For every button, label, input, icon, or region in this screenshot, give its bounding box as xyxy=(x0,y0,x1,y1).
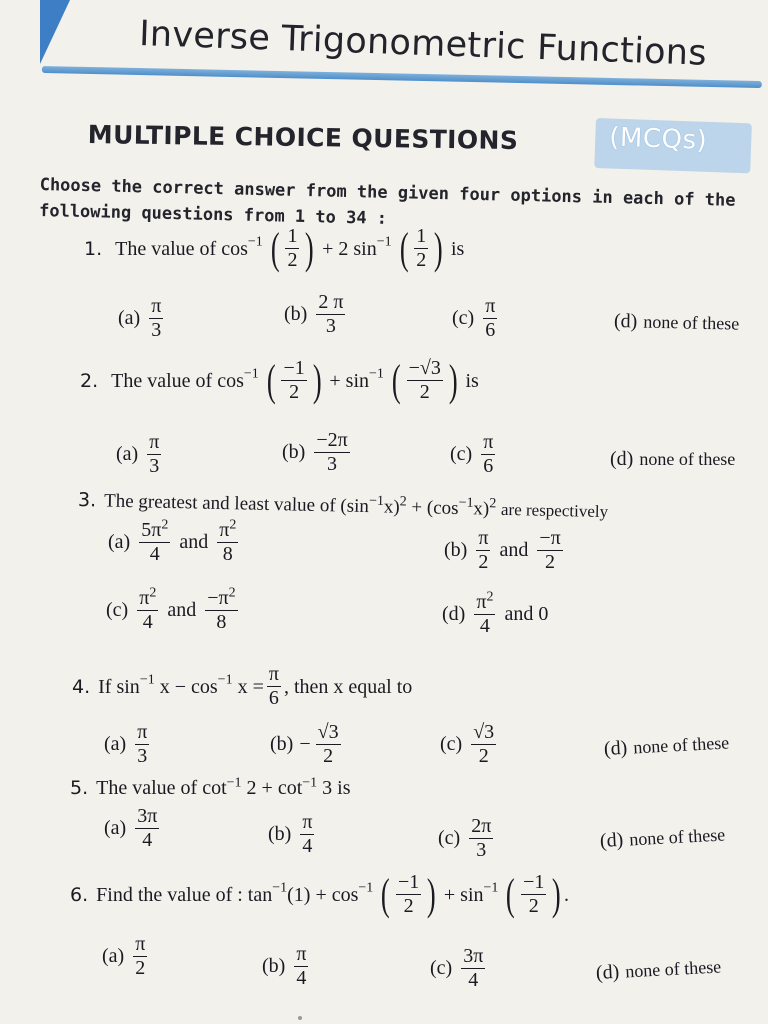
question-stem: (1) + cos xyxy=(287,883,359,906)
option-label: (a) xyxy=(102,945,125,967)
left-paren: ( xyxy=(270,223,280,273)
option-a[interactable] xyxy=(104,806,162,851)
fraction xyxy=(133,934,147,979)
fraction-numerator xyxy=(205,585,237,611)
fraction-numerator: −1 xyxy=(397,871,420,893)
fraction-numerator: 3π xyxy=(137,805,158,827)
superscript: −1 xyxy=(458,495,474,511)
option-text: none of these xyxy=(628,824,726,850)
mcq-heading: MULTIPLE CHOICE QUESTIONS xyxy=(87,120,519,156)
superscript: 2 xyxy=(489,496,497,512)
question-stem: , then x equal to xyxy=(283,675,413,698)
left-paren: ( xyxy=(506,869,516,919)
superscript: −1 xyxy=(358,880,374,896)
superscript: 2 xyxy=(486,589,494,605)
instruction-text: Choose the correct answer from the given four options in each of the following questions from 1 to 34 : xyxy=(38,174,736,229)
fraction xyxy=(461,946,485,991)
fraction-denominator: 2 xyxy=(323,745,334,767)
option-label: (a) xyxy=(108,531,131,553)
fraction-denominator: 6 xyxy=(485,319,496,341)
fraction-numerator: π xyxy=(485,295,496,317)
fraction-numerator: −1 xyxy=(523,871,545,893)
fraction-denominator: 4 xyxy=(468,969,479,991)
fraction xyxy=(537,528,562,573)
question-stem: x) xyxy=(473,498,490,520)
superscript: −1 xyxy=(483,880,499,896)
fraction-numerator: π xyxy=(135,933,146,955)
fraction xyxy=(407,358,443,403)
option-label: (b) xyxy=(282,441,306,463)
question-number: 4. xyxy=(72,675,91,698)
fraction xyxy=(314,430,349,475)
question-stem: is xyxy=(450,237,465,260)
fraction xyxy=(135,806,159,851)
fraction-denominator: 2 xyxy=(416,249,427,271)
superscript: 2 xyxy=(161,517,169,533)
option-label: (c) xyxy=(106,599,129,621)
fraction-denominator: 6 xyxy=(483,455,494,477)
question-stem: are respectively xyxy=(500,499,609,522)
option-c[interactable] xyxy=(452,296,500,341)
superscript: −1 xyxy=(247,234,263,250)
fraction-denominator: 3 xyxy=(137,745,148,767)
option-label: (d) xyxy=(610,448,634,470)
right-paren: ) xyxy=(312,355,322,405)
fraction-denominator: 3 xyxy=(476,839,487,861)
superscript: −1 xyxy=(368,493,385,510)
question-stem: Find the value of : tan xyxy=(96,883,273,906)
fraction-numerator: 3π xyxy=(463,945,484,967)
fraction-denominator: 2 xyxy=(287,249,298,271)
fraction-denominator: 2 xyxy=(528,895,539,917)
fraction-numerator xyxy=(139,517,170,543)
numerator-text: π xyxy=(476,591,487,613)
option-text: none of these xyxy=(643,311,740,334)
option-text: none of these xyxy=(624,956,722,982)
left-paren: ( xyxy=(391,355,401,405)
fraction-numerator: −1 xyxy=(283,357,305,379)
option-a[interactable] xyxy=(116,432,164,477)
option-a[interactable] xyxy=(108,517,241,565)
question-stem: 2 + cot xyxy=(246,777,303,799)
superscript: 2 xyxy=(399,494,407,510)
question-number: 5. xyxy=(70,777,89,799)
superscript: −1 xyxy=(226,775,242,791)
option-a[interactable] xyxy=(104,722,152,767)
right-paren: ) xyxy=(448,355,458,405)
option-label: (a) xyxy=(116,443,139,465)
question-stem: The value of cos xyxy=(111,369,244,392)
question-stem: The value of cos xyxy=(115,237,248,260)
question-stem: . xyxy=(564,883,570,906)
fraction xyxy=(521,872,546,917)
option-label: (c) xyxy=(452,307,475,329)
fraction-denominator: 4 xyxy=(149,543,160,565)
option-label: (d) xyxy=(599,828,624,852)
question-4 xyxy=(72,664,412,709)
option-label: (a) xyxy=(104,817,127,839)
fraction-denominator: 3 xyxy=(151,319,162,341)
question-stem: + sin xyxy=(329,369,369,392)
option-b[interactable] xyxy=(270,722,344,767)
right-paren: ) xyxy=(434,223,444,273)
left-paren: ( xyxy=(381,869,391,919)
fraction-denominator: 2 xyxy=(135,957,146,979)
option-text: none of these xyxy=(632,732,730,758)
question-stem: The greatest and least value of (sin xyxy=(103,490,370,518)
fraction-denominator: 4 xyxy=(142,829,153,851)
fraction-numerator: 2π xyxy=(471,815,492,837)
fraction-numerator: π xyxy=(137,721,148,743)
fraction xyxy=(285,226,299,271)
fraction xyxy=(147,432,161,477)
minus-sign: − xyxy=(299,733,311,755)
and-text: and xyxy=(167,599,197,621)
question-stem: x − cos xyxy=(159,675,218,698)
option-c[interactable] xyxy=(438,816,496,861)
fraction-denominator: 6 xyxy=(268,687,279,709)
option-label: (a) xyxy=(118,307,141,329)
fraction-denominator: 3 xyxy=(149,455,160,477)
option-label: (b) xyxy=(284,303,308,325)
question-number: 2. xyxy=(80,369,99,392)
option-label: (b) xyxy=(262,955,286,977)
fraction-numerator: π xyxy=(478,527,489,549)
fraction-numerator: 2 π xyxy=(318,291,344,313)
question-stem: x = xyxy=(237,675,264,698)
fraction xyxy=(481,432,495,477)
fraction xyxy=(217,517,238,565)
page-speck xyxy=(298,1016,302,1020)
option-label: (c) xyxy=(450,443,473,465)
question-1 xyxy=(84,223,465,273)
option-label: (d) xyxy=(613,310,638,333)
numerator-text: 5π xyxy=(141,519,162,541)
question-stem: + 2 sin xyxy=(322,237,377,260)
and-text: and xyxy=(179,531,209,553)
superscript: −1 xyxy=(376,234,392,250)
numerator-text: −π xyxy=(207,587,229,609)
right-paren: ) xyxy=(552,869,562,919)
option-label: (c) xyxy=(430,957,453,979)
fraction-denominator: 2 xyxy=(478,551,489,573)
option-label: (d) xyxy=(442,603,466,625)
option-b[interactable] xyxy=(282,430,353,475)
fraction xyxy=(135,722,149,767)
question-stem: The value of cot xyxy=(96,777,227,799)
fraction-numerator: π xyxy=(268,663,279,685)
question-stem: If sin xyxy=(98,675,140,698)
option-b[interactable] xyxy=(444,528,566,573)
option-d[interactable] xyxy=(599,823,725,853)
right-paren: ) xyxy=(427,869,436,919)
option-a[interactable] xyxy=(118,296,166,341)
corner-tab-decoration xyxy=(40,0,70,64)
fraction-numerator: √3 xyxy=(317,721,339,743)
option-label: (a) xyxy=(104,733,127,755)
fraction-denominator: 2 xyxy=(545,551,556,573)
option-text: none of these xyxy=(639,449,736,469)
fraction-denominator: 8 xyxy=(222,543,233,565)
option-b[interactable] xyxy=(268,812,317,857)
fraction-numerator: π xyxy=(483,431,494,453)
fraction-numerator: π xyxy=(149,431,160,453)
option-b[interactable] xyxy=(284,292,348,337)
fraction xyxy=(281,358,306,403)
mcq-badge-label: (MCQs) xyxy=(608,122,708,156)
and-text: and 0 xyxy=(504,603,549,625)
question-5 xyxy=(70,776,351,800)
option-d[interactable] xyxy=(614,310,740,336)
option-d[interactable] xyxy=(595,955,721,985)
fraction xyxy=(396,872,421,917)
question-stem: 3 is xyxy=(322,777,351,799)
superscript: −1 xyxy=(139,672,155,688)
fraction-denominator: 2 xyxy=(419,381,430,403)
fraction-numerator: √3 xyxy=(473,721,495,743)
fraction xyxy=(471,722,496,767)
fraction xyxy=(483,296,497,341)
option-d[interactable] xyxy=(442,589,549,637)
option-label: (b) xyxy=(270,733,294,755)
option-label: (c) xyxy=(440,733,463,755)
superscript: 2 xyxy=(149,585,157,601)
and-text: and xyxy=(499,539,529,561)
superscript: −1 xyxy=(369,366,384,382)
numerator-text: π xyxy=(139,587,150,609)
question-stem: is xyxy=(465,369,479,392)
left-paren: ( xyxy=(399,223,409,273)
question-number: 6. xyxy=(70,883,89,906)
fraction-denominator: 3 xyxy=(327,453,338,475)
option-b[interactable] xyxy=(262,944,311,989)
fraction-denominator: 8 xyxy=(216,611,227,633)
fraction xyxy=(300,812,314,857)
fraction xyxy=(474,589,495,637)
fraction-denominator: 2 xyxy=(403,895,414,917)
fraction-numerator xyxy=(137,585,158,611)
option-d[interactable] xyxy=(610,448,735,471)
fraction-numerator: π xyxy=(302,811,313,833)
question-number: 3. xyxy=(77,489,97,512)
fraction xyxy=(476,528,490,573)
question-stem: + (cos xyxy=(411,496,459,519)
fraction-denominator: 4 xyxy=(296,967,307,989)
superscript: −1 xyxy=(243,366,259,382)
superscript: −1 xyxy=(217,672,233,688)
fraction xyxy=(316,292,345,337)
question-2 xyxy=(80,355,479,405)
option-label: (d) xyxy=(595,960,620,984)
superscript: 2 xyxy=(229,517,237,533)
fraction-denominator: 4 xyxy=(479,615,490,637)
fraction-numerator: 1 xyxy=(416,225,427,247)
option-d[interactable] xyxy=(603,731,729,761)
fraction xyxy=(294,944,308,989)
fraction xyxy=(267,664,281,709)
option-label: (b) xyxy=(444,539,468,561)
fraction-denominator: 2 xyxy=(478,745,489,767)
fraction-denominator: 3 xyxy=(325,315,336,337)
option-label: (b) xyxy=(268,823,292,845)
mcq-badge xyxy=(594,118,752,173)
question-stem: + sin xyxy=(443,883,484,906)
fraction-denominator: 2 xyxy=(289,381,300,403)
option-label: (d) xyxy=(603,736,628,760)
option-a[interactable] xyxy=(102,934,150,979)
question-stem: x) xyxy=(383,496,400,518)
fraction xyxy=(139,517,170,565)
fraction xyxy=(137,585,158,633)
superscript: −1 xyxy=(272,880,288,896)
fraction-numerator: 1 xyxy=(287,225,298,247)
fraction xyxy=(205,585,237,633)
fraction xyxy=(469,816,493,861)
option-label: (c) xyxy=(438,827,461,849)
fraction-denominator: 4 xyxy=(302,835,313,857)
fraction-denominator: 4 xyxy=(142,611,153,633)
numerator-text: π xyxy=(219,519,230,541)
fraction-numerator xyxy=(474,589,495,615)
fraction xyxy=(316,722,341,767)
superscript: 2 xyxy=(228,585,236,601)
option-c[interactable] xyxy=(106,585,241,633)
fraction xyxy=(149,296,163,341)
fraction-numerator: −√3 xyxy=(408,357,441,379)
option-c[interactable] xyxy=(450,432,498,477)
fraction xyxy=(414,226,428,271)
right-paren: ) xyxy=(305,223,315,273)
superscript: −1 xyxy=(302,775,318,791)
option-c[interactable] xyxy=(430,946,488,991)
fraction-numerator: π xyxy=(296,943,307,965)
question-number: 1. xyxy=(84,237,103,260)
fraction-numerator: −π xyxy=(539,527,561,549)
fraction-numerator: −2π xyxy=(316,429,348,451)
left-paren: ( xyxy=(266,355,276,405)
fraction-numerator: π xyxy=(151,295,162,317)
fraction-numerator xyxy=(217,517,238,543)
option-c[interactable] xyxy=(440,722,499,767)
chapter-title: Inverse Trigonometric Functions xyxy=(138,14,708,74)
question-6 xyxy=(70,869,570,919)
